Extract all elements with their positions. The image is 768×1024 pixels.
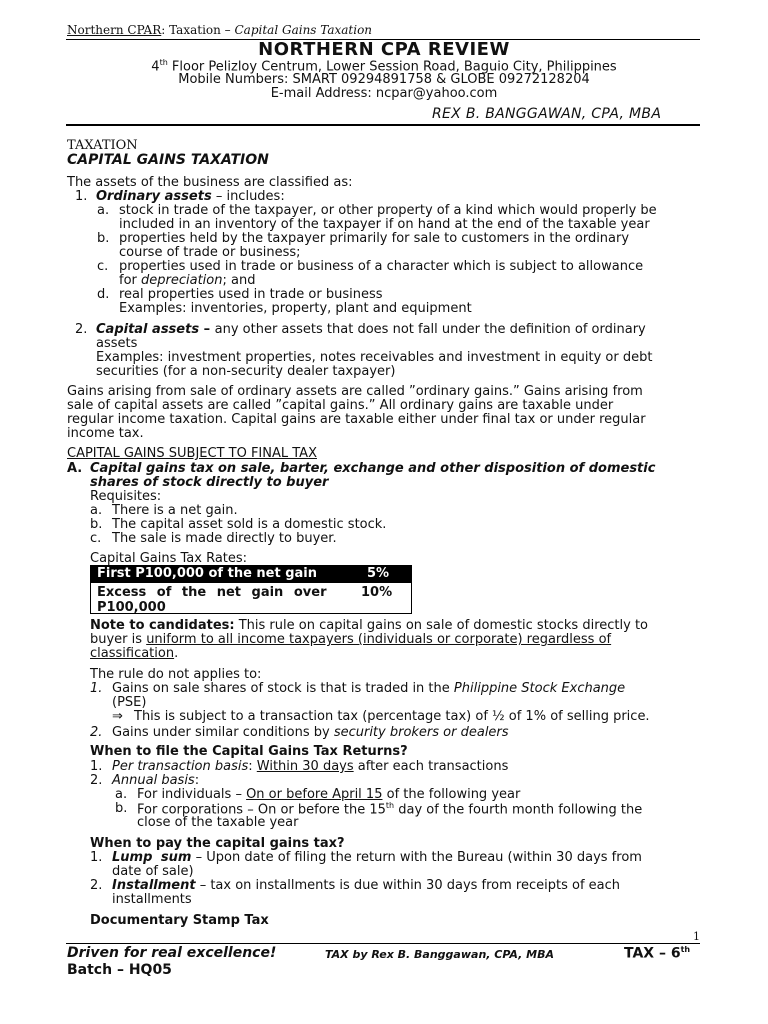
- file2a-text: For individuals –: [137, 787, 247, 802]
- intro-text: The assets of the business are classified as:: [67, 175, 353, 190]
- pay2-number: 2.: [90, 878, 103, 893]
- gains-paragraph-line1: Gains arising from sale of ordinary assets are called ”ordinary gains.” Gains arising from: [67, 384, 643, 399]
- item1-title: Ordinary assets: [96, 189, 212, 204]
- file2b-label: b.: [115, 801, 128, 816]
- note-text: This rule on capital gains on sale of domestic stocks directly to: [234, 618, 648, 633]
- file2a-rest: of the following year: [382, 787, 521, 802]
- item1a-line2: included in an inventory of the taxpayer if on hand at the end of the taxable year: [119, 217, 650, 232]
- item1-number: 1.: [75, 189, 88, 204]
- breadcrumb-topic: Capital Gains Taxation: [234, 23, 373, 37]
- note-classification: classification: [90, 646, 175, 661]
- pay2-rest: – tax on installments is due within 30 days from receipts of each: [195, 878, 621, 893]
- gains-paragraph-line2: sale of capital assets are called ”capital gains.” All ordinary gains are taxable under: [67, 398, 614, 413]
- file2a-label: a.: [115, 787, 128, 802]
- section-a-title-line1: Capital gains tax on sale, barter, exchange and other disposition of domestic: [90, 461, 656, 476]
- address-rest: Floor Pelizloy Centrum, Lower Session Road, Baguio City, Philippines: [167, 59, 617, 75]
- author-rule: [66, 124, 700, 126]
- footer-tax-code-text: TAX – 6: [624, 945, 681, 962]
- note-line2: [90, 632, 611, 647]
- file2-basis: Annual basis: [112, 773, 195, 788]
- file2b-text: For corporations – On or before the 15: [137, 802, 386, 818]
- exception1-text: Gains on sale shares of stock is that is traded in the: [112, 681, 454, 696]
- when-to-file-heading: When to file the Capital Gains Tax Returns?: [90, 744, 408, 759]
- item2: [96, 322, 646, 337]
- rate2-description-line1: Excess of the net gain over: [97, 585, 327, 600]
- pay1-rest: – Upon date of filing the return with the Bureau (within 30 days from: [191, 850, 642, 865]
- pay2-line2: installments: [112, 892, 192, 907]
- pay1-line2: date of sale): [112, 864, 194, 879]
- requisite-a-label: a.: [90, 503, 103, 518]
- rates-label: Capital Gains Tax Rates:: [90, 551, 248, 566]
- gains-paragraph-line4: income tax.: [67, 426, 144, 441]
- rates-row-1: [91, 566, 411, 583]
- requisite-b: The capital asset sold is a domestic stock.: [112, 517, 387, 532]
- footer-batch: Batch – HQ05: [67, 962, 172, 978]
- exception2-text: Gains under similar conditions by: [112, 725, 334, 740]
- item1b-label: b.: [97, 231, 110, 246]
- when-to-pay-heading: When to pay the capital gains tax?: [90, 836, 345, 851]
- file2b-rest: day of the fourth month following the: [394, 802, 643, 818]
- author-name: REX B. BANGGAWAN, CPA, MBA: [432, 106, 662, 122]
- page-title: NORTHERN CPA REVIEW: [258, 39, 510, 60]
- exception1-pse: Philippine Stock Exchange: [453, 681, 626, 696]
- exception1: [112, 681, 625, 696]
- rates-table: [90, 565, 412, 614]
- file1-deadline: Within 30 days: [256, 759, 354, 774]
- pay2: [112, 878, 620, 893]
- requisite-b-label: b.: [90, 517, 103, 532]
- item1a-line1: stock in trade of the taxpayer, or other property of a kind which would properly be: [119, 203, 657, 218]
- file2b-line2: close of the taxable year: [137, 815, 299, 830]
- section-a-title-line2: shares of stock directly to buyer: [90, 475, 329, 490]
- file2a-deadline: On or before April 15: [246, 787, 383, 802]
- item1-rest: – includes:: [211, 189, 285, 204]
- exception1-number: 1.: [90, 681, 103, 696]
- item1b-line1: properties held by the taxpayer primarily for sale to customers in the ordinary: [119, 231, 630, 246]
- item2-number: 2.: [75, 322, 88, 337]
- file1-colon: :: [248, 759, 257, 774]
- note-period: .: [174, 646, 179, 661]
- pay1: [112, 850, 642, 865]
- arrow-icon: ⇒: [112, 709, 123, 724]
- breadcrumb: [67, 23, 372, 37]
- item1c-line2: [119, 273, 255, 288]
- requisite-c-label: c.: [90, 531, 102, 546]
- pay2-title: Installment: [112, 878, 196, 893]
- note-buyer: buyer is: [90, 632, 147, 647]
- item1d-label: d.: [97, 287, 110, 302]
- file2-number: 2.: [90, 773, 103, 788]
- requisite-a: There is a net gain.: [112, 503, 238, 518]
- note-line3: [90, 646, 178, 661]
- final-tax-heading: CAPITAL GAINS SUBJECT TO FINAL TAX: [67, 446, 317, 461]
- note-title: Note to candidates:: [90, 618, 235, 633]
- footer-tax-code-sup: th: [680, 945, 691, 954]
- section-heading: CAPITAL GAINS TAXATION: [67, 152, 269, 168]
- file1-basis: Per transaction basis: [112, 759, 249, 774]
- section-a-label: A.: [67, 461, 83, 476]
- exception2: [112, 725, 509, 740]
- item1a-label: a.: [97, 203, 110, 218]
- file2-colon: :: [194, 773, 200, 788]
- rate2-description-line2: P100,000: [97, 600, 166, 615]
- item2-dash: –: [199, 322, 215, 337]
- file1-number: 1.: [90, 759, 103, 774]
- footer-tax-code: [624, 945, 690, 962]
- breadcrumb-org: Northern CPAR: [67, 23, 162, 37]
- file2: [112, 773, 199, 788]
- item1c-and: ; and: [222, 273, 256, 288]
- rate1-description: First P100,000 of the net gain: [97, 566, 318, 581]
- item1d-examples: Examples: inventories, property, plant and equipment: [119, 301, 472, 316]
- requisite-c: The sale is made directly to buyer.: [112, 531, 337, 546]
- item1: [96, 189, 285, 204]
- item2-examples-line2: securities (for a non-security dealer taxpayer): [96, 364, 396, 379]
- rule-exceptions-label: The rule do not applies to:: [90, 667, 262, 682]
- item1b-line2: course of trade or business;: [119, 245, 301, 260]
- mobile-numbers: Mobile Numbers: SMART 09294891758 & GLOBE 09272128204: [178, 72, 590, 87]
- item1c-depreciation: depreciation: [141, 273, 223, 288]
- file2a: [137, 787, 520, 802]
- exception2-number: 2.: [90, 725, 103, 740]
- item1c-for: for: [119, 273, 142, 288]
- address-floor-suffix: th: [159, 58, 168, 67]
- file1-rest: after each transactions: [353, 759, 509, 774]
- item2-line2: assets: [96, 336, 138, 351]
- exception2-brokers: security brokers or dealers: [333, 725, 509, 740]
- item1c-line1: properties used in trade or business of a character which is subject to allowance: [119, 259, 644, 274]
- file2b-sup: th: [385, 801, 395, 810]
- exception1-line2: (PSE): [112, 695, 147, 710]
- item1d-line1: real properties used in trade or business: [119, 287, 383, 302]
- rates-row-2: [91, 585, 411, 615]
- item2-title: Capital assets: [96, 322, 200, 337]
- item2-rest: any other assets that does not fall under the definition of ordinary: [214, 322, 646, 337]
- item1c-label: c.: [97, 259, 109, 274]
- breadcrumb-separator: : Taxation –: [161, 23, 235, 37]
- rate2-value: 10%: [361, 585, 393, 600]
- documentary-stamp-tax-heading: Documentary Stamp Tax: [90, 913, 269, 928]
- section-label: TAXATION: [67, 138, 138, 153]
- requisites-label: Requisites:: [90, 489, 162, 504]
- transaction-tax-note: This is subject to a transaction tax (percentage tax) of ½ of 1% of selling price.: [134, 709, 650, 724]
- footer-tax-by: TAX by Rex B. Banggawan, CPA, MBA: [325, 948, 554, 961]
- address-floor: 4: [151, 59, 160, 75]
- email-address: E-mail Address: ncpar@yahoo.com: [270, 86, 498, 101]
- gains-paragraph-line3: regular income taxation. Capital gains are taxable either under final tax or under regular: [67, 412, 646, 427]
- pay1-number: 1.: [90, 850, 103, 865]
- note-line1: [90, 618, 648, 633]
- item2-examples: Examples: investment properties, notes receivables and investment in equity or debt: [96, 350, 653, 365]
- file1: [112, 759, 508, 774]
- footer-slogan: Driven for real excellence!: [67, 945, 277, 961]
- note-uniform: uniform to all income taxpayers (individuals or corporate) regardless of: [146, 632, 612, 647]
- pay1-title: Lump sum: [112, 850, 192, 865]
- footer-rule: [66, 943, 700, 944]
- rate1-value: 5%: [367, 566, 390, 581]
- page-number: 1: [693, 930, 700, 943]
